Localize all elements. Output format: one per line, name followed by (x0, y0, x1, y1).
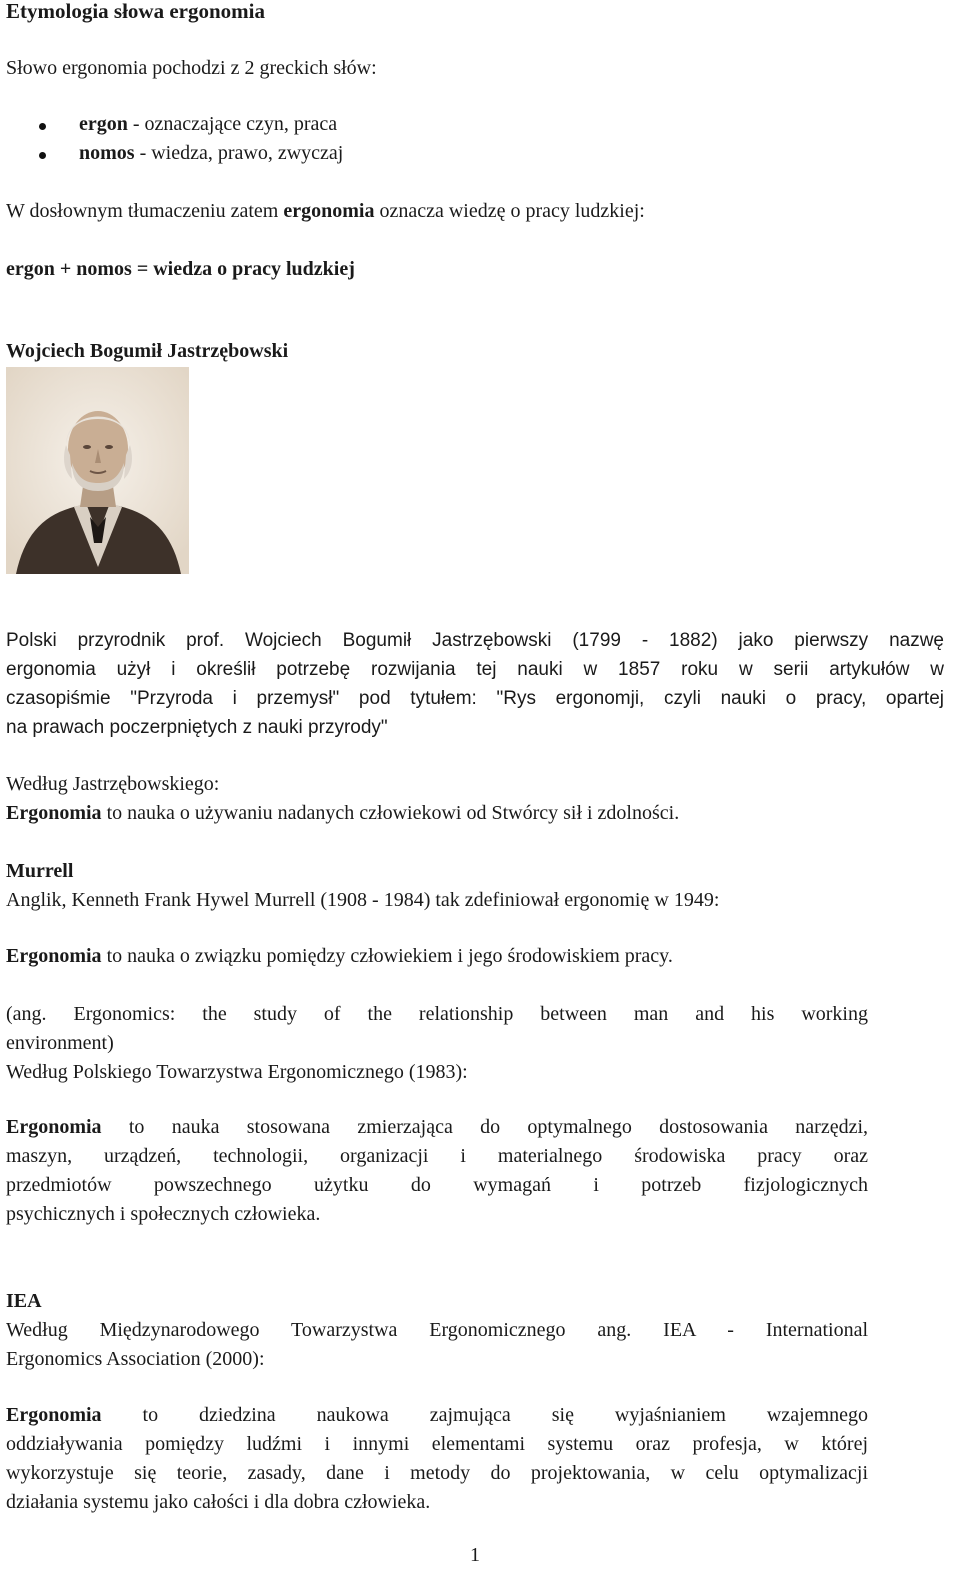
pte-label: Według Polskiego Towarzystwa Ergonomicznego (1983): (6, 1061, 468, 1083)
iea-intro-line: Według Międzynarodowego Towarzystwa Ergonomicznego ang. IEA - International (6, 1319, 868, 1341)
murrell-section (6, 857, 868, 915)
list-item: ergon - oznaczające czyn, praca (0, 112, 343, 141)
definition-line: przedmiotów powszechnego użytku do wymagań i potrzeb fizjologicznych (6, 1174, 868, 1196)
translation-line: environment) (6, 1032, 114, 1054)
definition-line: Ergonomia to dziedzina naukowa zajmująca się wyjaśnianiem wzajemnego (6, 1404, 868, 1426)
iea-definition (6, 1401, 868, 1517)
bio-line: czasopiśmie "Przyroda i przemysł" pod tytułem: "Rys ergonomji, czyli nauki o pracy, opartej (6, 688, 944, 709)
bio-line: ergonomia użył i określił potrzebę rozwijania tej nauki w 1857 roku w serii artykułów w (6, 659, 944, 680)
definition-line: wykorzystuje się teorie, zasady, dane i metody do projektowania, w celu optymalizacji (6, 1462, 868, 1484)
definition-text: Ergonomia to nauka o związku pomiędzy człowiekiem i jego środowiskiem pracy. (6, 945, 673, 967)
definition-line: oddziaływania pomiędzy ludźmi i innymi elementami systemu oraz profesja, w której (6, 1433, 868, 1455)
person-heading: Wojciech Bogumił Jastrzębowski (6, 340, 289, 362)
murrell-intro: Anglik, Kenneth Frank Hywel Murrell (1908 - 1984) tak zdefiniował ergonomię w 1949: (6, 889, 720, 911)
page-title: Etymologia słowa ergonomia (6, 0, 265, 23)
definition-label: Według Jastrzębowskiego: (6, 773, 220, 795)
pte-definition (6, 1113, 868, 1229)
iea-section (6, 1287, 868, 1374)
bio-paragraph (6, 626, 944, 742)
definition-text: Ergonomia to nauka o używaniu nadanych człowiekowi od Stwórcy sił i zdolności. (6, 802, 680, 824)
murrell-definition (6, 942, 868, 971)
bullet-icon (39, 123, 46, 130)
bio-line: na prawach poczerpniętych z nauki przyrody" (6, 717, 388, 738)
portrait-image (6, 367, 189, 574)
page-number: 1 (470, 1544, 480, 1566)
definition-line: maszyn, urządzeń, technologii, organizacji i materialnego środowiska pracy oraz (6, 1145, 868, 1167)
bullet-icon (39, 152, 46, 159)
section-heading: Murrell (6, 860, 74, 882)
english-translation (6, 1000, 868, 1087)
formula: ergon + nomos = wiedza o pracy ludzkiej (6, 258, 355, 280)
iea-intro-line: Ergonomics Association (2000): (6, 1348, 265, 1370)
definition-line: działania systemu jako całości i dla dobra człowieka. (6, 1491, 431, 1513)
jastrzebowski-definition (6, 770, 868, 828)
definition-line: psychicznych i społecznych człowieka. (6, 1203, 321, 1225)
bio-line: Polski przyrodnik prof. Wojciech Bogumił Jastrzębowski (1799 - 1882) jako pierwszy nazwę (6, 630, 944, 651)
intro-text: Słowo ergonomia pochodzi z 2 greckich słów: (6, 57, 377, 79)
definition-line: Ergonomia to nauka stosowana zmierzająca do optymalnego dostosowania narzędzi, (6, 1116, 868, 1138)
translation-line: (ang. Ergonomics: the study of the relationship between man and his working (6, 1003, 868, 1025)
bullet-list (0, 112, 343, 170)
literal-meaning: W dosłownym tłumaczeniu zatem ergonomia oznacza wiedzę o pracy ludzkiej: (6, 200, 645, 222)
section-heading: IEA (6, 1290, 42, 1312)
list-item: nomos - wiedza, prawo, zwyczaj (0, 141, 343, 170)
